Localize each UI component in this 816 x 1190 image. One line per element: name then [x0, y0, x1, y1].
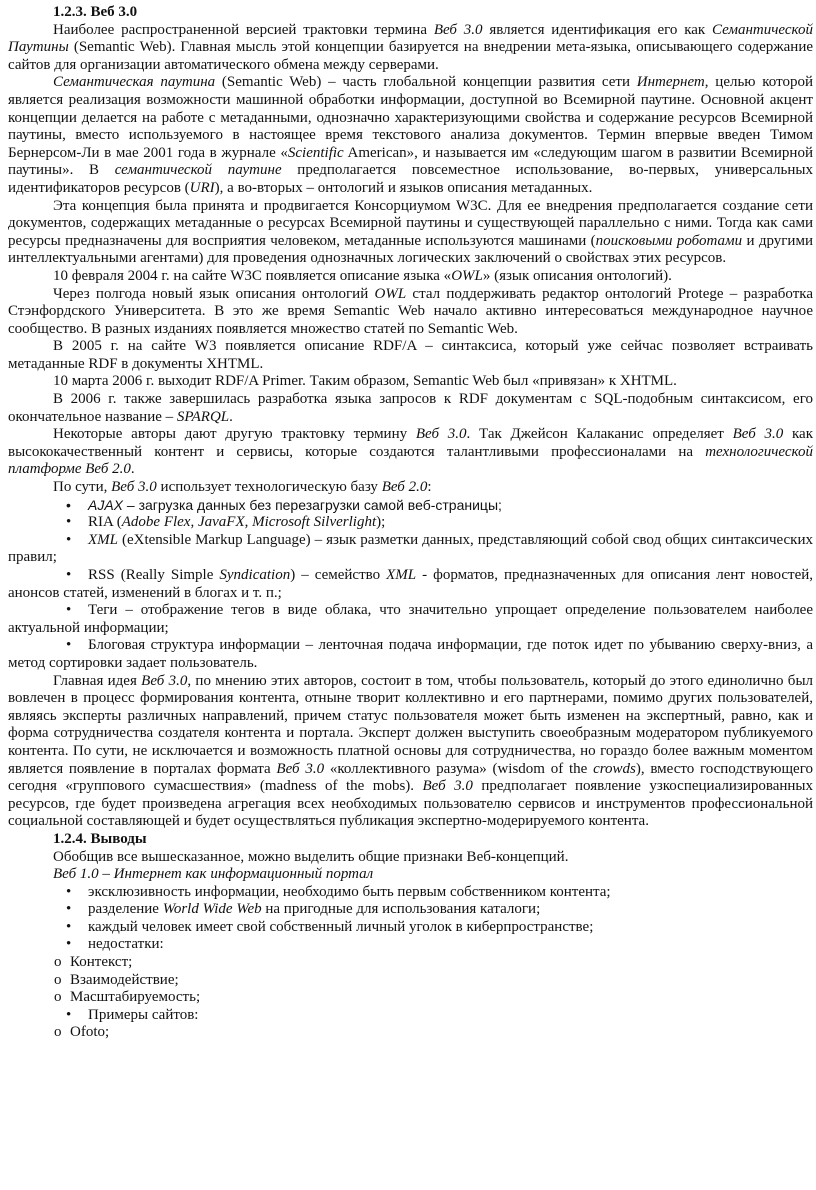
list-item-text: Блоговая структура информации – ленточная подача информации, где поток идет по убыванию сверху-вниз, а метод сортировки задает пользователь. — [8, 637, 813, 671]
italic-run: поисковыми роботами — [595, 232, 743, 249]
sub-list-item-text: Ofoto; — [70, 1024, 110, 1041]
sub-list-item — [8, 989, 813, 1007]
italic-run: семантической паутине — [114, 162, 282, 179]
web1-title: Веб 1.0 – Интернет как информационный портал — [53, 866, 374, 883]
circle-bullet-icon: o — [54, 971, 62, 988]
italic-run: XML — [88, 531, 118, 548]
bullet-icon: • — [66, 567, 72, 583]
italic-run: Microsoft Silverlight — [252, 514, 377, 531]
list-item-text: AJAX – загрузка данных без перезагрузки самой веб-страницы; — [88, 496, 502, 513]
italic-run: технологической платформе Веб 2.0 — [8, 443, 813, 478]
paragraph-summary: Обобщив все вышесказанное, можно выделить общие признаки Веб-концепций. — [53, 848, 569, 865]
italic-run: Веб 3.0 — [732, 426, 784, 443]
italic-run: SPARQL — [176, 408, 230, 425]
section-heading-1-2-4: 1.2.4. Выводы — [53, 830, 147, 847]
italic-run: Веб 2.0 — [381, 479, 428, 496]
paragraph-rdfa-2005: В 2005 г. на сайте W3 появляется описание RDF/A – синтаксиса, который уже сейчас позволяет встраивать метаданные RDF в документы XHTML. — [8, 338, 813, 372]
list-item-text: RSS (Really Simple Syndication) – семейство XML - форматов, предназначенных для описания лент новостей, анонсов статей, изменений в блогах и т. п.; — [8, 567, 814, 601]
bullet-icon: • — [66, 531, 72, 548]
circle-bullet-icon: o — [54, 989, 62, 1006]
list-item — [8, 514, 813, 532]
list-item — [8, 497, 813, 515]
italic-run: XML — [386, 567, 417, 583]
list-item — [8, 919, 813, 937]
paragraph-semantic-web-intro: Наиболее распространенной версией трактовки термина Веб 3.0 является идентификация его как Семантической Паутины (Semantic Web). Главная мысль этой концепции базируется на внедрении мета-языка, описывающего содержание сайтов для организации автоматического обмена между серверами. — [8, 21, 813, 73]
list-item — [8, 1007, 813, 1025]
italic-run: Веб 3.0 — [422, 778, 473, 795]
list-item-text: разделение World Wide Web на пригодные для использования каталоги; — [88, 901, 541, 918]
italic-run: URI — [189, 179, 215, 196]
sub-list-item — [8, 972, 813, 990]
paragraph-calacanis: Некоторые авторы дают другую трактовку термину Веб 3.0. Так Джейсон Калаканис определяет Веб 3.0 как высококачественный контент и сервисы, которые создаются талантливыми профессионалами на технологической платформе Веб 2.0. — [8, 426, 814, 478]
list-item-text: каждый человек имеет свой собственный личный уголок в киберпространстве; — [88, 918, 594, 935]
list-item — [8, 532, 813, 567]
paragraph-w3c-consortium: Эта концепция была принята и продвигается Консорциумом W3C. Для ее внедрения предполагается создание сети документов, содержащих метаданные о ресурсах Всемирной паутины и существующей параллельно с ними. Тогда как сами ресурсы предназначены для восприятия человеком, метаданные используются машинами (поисковыми роботами и другими интеллектуальными агентами) для проведения однозначных логических заключений о свойствах этих ресурсов. — [8, 197, 813, 267]
bullet-icon: • — [66, 883, 72, 900]
list-item-text: недостатки: — [88, 936, 164, 953]
bullet-icon: • — [66, 496, 71, 513]
bullet-icon: • — [66, 637, 72, 654]
paragraph-owl-2004: 10 февраля 2004 г. на сайте W3C появляется описание языка «OWL» (язык описания онтологий). — [53, 267, 672, 284]
paragraph-rdfa-primer-2006: 10 марта 2006 г. выходит RDF/A Primer. Таким образом, Semantic Web был «привязан» к XHTML. — [53, 373, 677, 390]
italic-run: World Wide Web — [162, 901, 262, 918]
paragraph-main-idea-web3: Главная идея Веб 3.0, по мнению этих авторов, состоит в том, чтобы пользователь, который до этого единолично был вовлечен в процесс формирования контента, отныне творит коллективно и его партнерами, помимо других пользователей, являясь эксперты различных направлений, причем статус пользователя может быть изменен на экспертный, равно, как и форма сотрудничества создателя контента и портала. Эксперт должен выступить своеобразным модератором публикуемого контента. По сути, не исключается и возможность платной основы для сотрудничества, но гораздо более важным моментом является появление в порталах формата Веб 3.0 «коллективного разума» (wisdom of the crowds), вместо господствующего сегодня «группового сумасшествия» (madness of the mobs). Веб 3.0 предполагает появление узкоспециализированных ресурсов, где будет произведена агрегация всех необходимых пользователю сервисов и инструментов профессиональной социальной составляющей и будет осуществляться публикация экспертно-модерируемого контента. — [8, 672, 814, 830]
list-item — [8, 567, 813, 602]
italic-run: Adobe Flex — [121, 514, 191, 531]
italic-run: Syndication — [219, 567, 291, 583]
web1-list — [8, 884, 813, 1042]
italic-run: crowds — [593, 760, 636, 777]
sub-list-item-text: Взаимодействие; — [70, 971, 179, 988]
bullet-icon: • — [66, 602, 72, 619]
italic-run: Веб 3.0 — [276, 760, 325, 777]
italic-run: Семантическая паутина — [53, 74, 216, 91]
list-item — [8, 884, 813, 902]
list-item — [8, 936, 813, 954]
paragraph-sparql: В 2006 г. также завершилась разработка языка запросов к RDF документам с SQL-подобным синтаксисом, его окончательное название – SPARQL. — [8, 391, 813, 425]
italic-run: OWL — [451, 267, 483, 284]
italic-run: AJAX — [88, 496, 124, 513]
bullet-icon: • — [66, 936, 72, 953]
italic-run: Веб 3.0 — [141, 672, 188, 689]
list-item — [8, 602, 813, 637]
italic-run: OWL — [374, 285, 407, 302]
bullet-icon: • — [66, 918, 72, 935]
bullet-icon: • — [66, 1006, 72, 1023]
list-item — [8, 637, 813, 672]
paragraph-protege: Через полгода новый язык описания онтологий OWL стал поддерживать редактор онтологий Protege – разработка Стэнфордского Университета. В это же время Semantic Web начало активно интересоваться международное научное сообщество. В разных изданиях появляется множество статей по Semantic Web. — [8, 285, 813, 337]
section-heading-1-2-3: 1.2.3. Веб 3.0 — [53, 4, 138, 20]
bullet-icon: • — [66, 901, 72, 918]
circle-bullet-icon: o — [54, 954, 62, 971]
list-item — [8, 901, 813, 919]
italic-run: Веб 3.0 — [433, 21, 483, 38]
list-item-text: Примеры сайтов: — [88, 1006, 199, 1023]
tech-base-list — [8, 497, 813, 673]
italic-run: Веб 3.0 — [111, 479, 157, 496]
italic-run: Семантической Паутины — [8, 21, 813, 56]
bullet-icon: • — [66, 514, 72, 531]
paragraph-tech-base: По сути, Веб 3.0 использует технологическую базу Веб 2.0: — [53, 479, 432, 496]
italic-run: Веб 3.0 — [415, 426, 467, 443]
sub-list-item-text: Масштабируемость; — [70, 989, 201, 1006]
sub-list-item-text: Контекст; — [70, 954, 133, 971]
list-item-text: эксклюзивность информации, необходимо быть первым собственником контента; — [88, 883, 611, 900]
list-item-text: Теги – отображение тегов в виде облака, что значительно упрощает определение пользователем наиболее актуальной информации; — [8, 602, 813, 636]
list-item-text: XML (eXtensible Markup Language) – язык разметки данных, представляющий собой свод общих синтаксических правил; — [8, 531, 813, 566]
list-item-text: RIA (Adobe Flex, JavaFX, Microsoft Silverlight); — [88, 514, 386, 531]
italic-run: Интернет — [636, 74, 705, 91]
sub-list-item — [8, 1024, 813, 1042]
italic-run: JavaFX — [197, 514, 245, 531]
italic-run: Scientific — [287, 144, 344, 161]
circle-bullet-icon: o — [54, 1024, 62, 1041]
paragraph-semantic-web-definition: Семантическая паутина (Semantic Web) – часть глобальной концепции развития сети Интернет, целью которой является реализация возможности машинной обработки информации, доступной во Всемирной паутине. Основной акцент концепции делается на работе с метаданными, однозначно характеризующими свойства и содержание ресурсов Всемирной паутины, вместо используемого в настоящее время текстового анализа документов. Термин впервые введен Тимом Бернерсом-Ли в мае 2001 года в журнале «Scientific American», и называется им «следующим шагом в развитии Всемирной паутины». В семантической паутине предполагается повсеместное использование, во-первых, универсальных идентификаторов ресурсов (URI), а во-вторых – онтологий и языков описания метаданных. — [8, 74, 813, 196]
sub-list-item — [8, 954, 813, 972]
